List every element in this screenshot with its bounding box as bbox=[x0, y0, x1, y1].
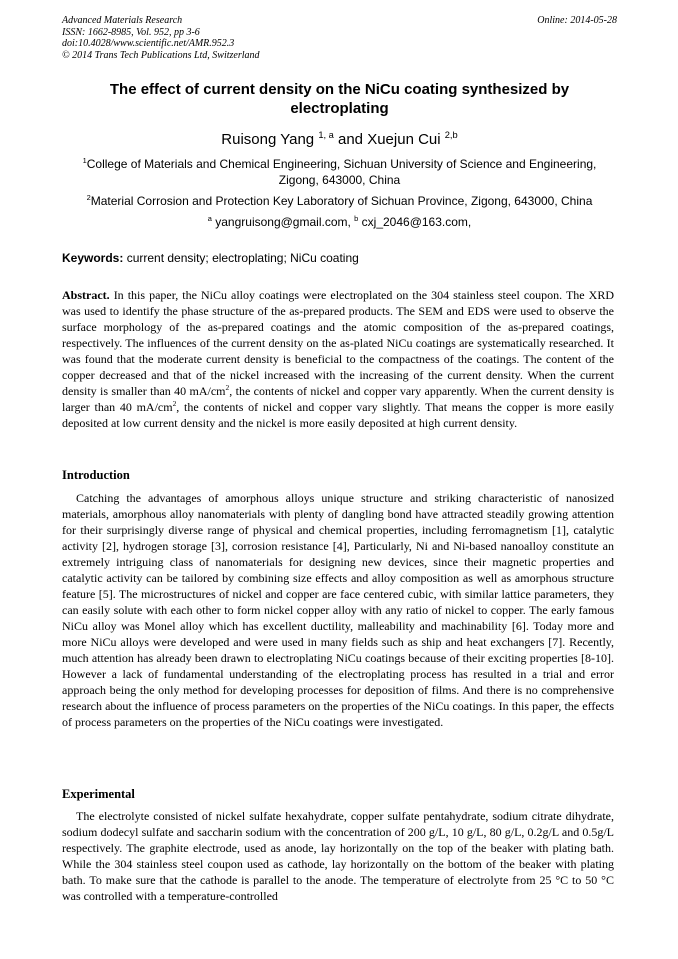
online-date: Online: 2014-05-28 bbox=[537, 15, 617, 26]
abstract bbox=[62, 287, 614, 431]
unit-superscript: 2 bbox=[172, 399, 177, 408]
journal-header bbox=[62, 15, 617, 61]
author-superscript: 2,b bbox=[444, 130, 458, 140]
affiliation-text: College of Materials and Chemical Engineering, Sichuan University of Science and Engineering, Zigong, 643000, China bbox=[86, 157, 597, 187]
experimental-body: The electrolyte consisted of nickel sulfate hexahydrate, copper sulfate pentahydrate, sodium citrate dihydrate, sodium dodecyl sulfate and saccharin sodium with the concentration of 200 g/L, 10 g/L, 80 g/L, 0.2g/L and 0.5g/L respectively. The graphite electrode, used as anode, lay horizontally on the top of the beaker with plating bath. While the 304 stainless steel coupon used as cathode, lay horizontally on the bottom of the beaker with plating bath. To make sure that the cathode is parallel to the anode. The temperature of electrolyte from 25 °C to 50 °C was controlled with a temperature-controlled bbox=[62, 809, 614, 903]
email-superscript: b bbox=[354, 214, 359, 223]
affiliation-1 bbox=[62, 156, 617, 188]
email-address[interactable]: cxj_2046@163.com, bbox=[361, 215, 472, 229]
abstract-text: , the contents of nickel and copper vary slightly. That means the copper is more easily deposited at low current density and the nickel is more easily deposited at high current density. bbox=[62, 400, 614, 430]
affiliation-superscript: 1 bbox=[82, 156, 87, 165]
author-list bbox=[62, 130, 617, 149]
keywords-text: current density; electroplating; NiCu coating bbox=[126, 251, 359, 265]
email-superscript: a bbox=[207, 214, 212, 223]
author-name: Xuejun Cui bbox=[367, 131, 441, 148]
issn-line: ISSN: 1662-8985, Vol. 952, pp 3-6 bbox=[62, 26, 200, 38]
introduction-body: Catching the advantages of amorphous alloys unique structure and striking characteristic of nanosized materials, amorphous alloy nanomaterials with plenty of dangling bond have attracted steadily growing attention for their surprisingly diverse range of physical and chemical properties, including ferromagnetism [1], catalytic activity [2], hydrogen storage [3], corrosion resistance [4], Particularly, Ni and Ni-based nanoalloy constitute an extremely intriguing class of nanomaterials for designing new devices, since their magnetic properties and catalytic activity can be tailored by combining size effects and alloy composition as well as amorphous structure feature [5]. The microstructures of nickel and copper are face centered cubic, with similar lattice parameters, they can easily solute with each other to form nickel copper alloy with any ratio of nickel to copper. The early famous NiCu alloy was Monel alloy which has excellent ductility, malleability and machinability [6]. Today more and more NiCu alloys were developed and were used in many fields such as ship and heat exchangers [7]. Recently, much attention has already been drawn to electroplating NiCu coatings because of their exciting properties [8-10]. However a lack of fundamental understanding of the electroplating process has resulted in a trial and error approach being the only method for developing processes for deposition of films. And there is no comprehensive research about the influence of process parameters on the properties of the NiCu coatings. In this paper, the effects of process parameters on the properties of the NiCu coatings were investigated. bbox=[62, 491, 614, 729]
affiliation-text: Material Corrosion and Protection Key Laboratory of Sichuan Province, Zigong, 643000, China bbox=[90, 194, 593, 208]
paper-title: The effect of current density on the NiCu coating synthesized by electroplating bbox=[109, 81, 570, 117]
abstract-text: In this paper, the NiCu alloy coatings were electroplated on the 304 stainless steel coupon. The XRD was used to identify the phase structure of the as-prepared products. The SEM and EDS were used to observe the surface morphology of the as-prepared coatings and the atomic composition of the as-prepared coatings, respectively. The influences of the current density on the as-plated NiCu coatings are systematically researched. It was found that the moderate current density is beneficial to the compactness of the coatings. The content of the copper decreased and that of the nickel increased with the increasing of the current density. When the current density is smaller than 40 mA/cm bbox=[62, 288, 615, 398]
unit-superscript: 2 bbox=[225, 383, 230, 392]
email-address[interactable]: yangruisong@gmail.com, bbox=[215, 215, 351, 229]
abstract-label: Abstract. bbox=[62, 288, 110, 302]
affiliation-superscript: 2 bbox=[86, 193, 91, 202]
email-line bbox=[62, 214, 617, 230]
experimental-heading: Experimental bbox=[62, 787, 135, 801]
abstract-text: , the contents of nickel and copper vary apparently. When the current density is larger than 40 mA/cm bbox=[62, 384, 614, 414]
journal-name: Advanced Materials Research bbox=[62, 15, 183, 26]
introduction-heading: Introduction bbox=[62, 468, 130, 482]
author-conjunction: and bbox=[333, 131, 368, 148]
doi-line: doi:10.4028/www.scientific.net/AMR.952.3 bbox=[62, 38, 235, 49]
affiliation-2 bbox=[62, 193, 617, 209]
author-superscript: 1, a bbox=[318, 130, 334, 140]
keywords bbox=[62, 250, 617, 266]
keywords-label: Keywords: bbox=[62, 251, 124, 265]
copyright-line: © 2014 Trans Tech Publications Ltd, Switzerland bbox=[62, 49, 260, 61]
author-name: Ruisong Yang bbox=[221, 131, 315, 148]
